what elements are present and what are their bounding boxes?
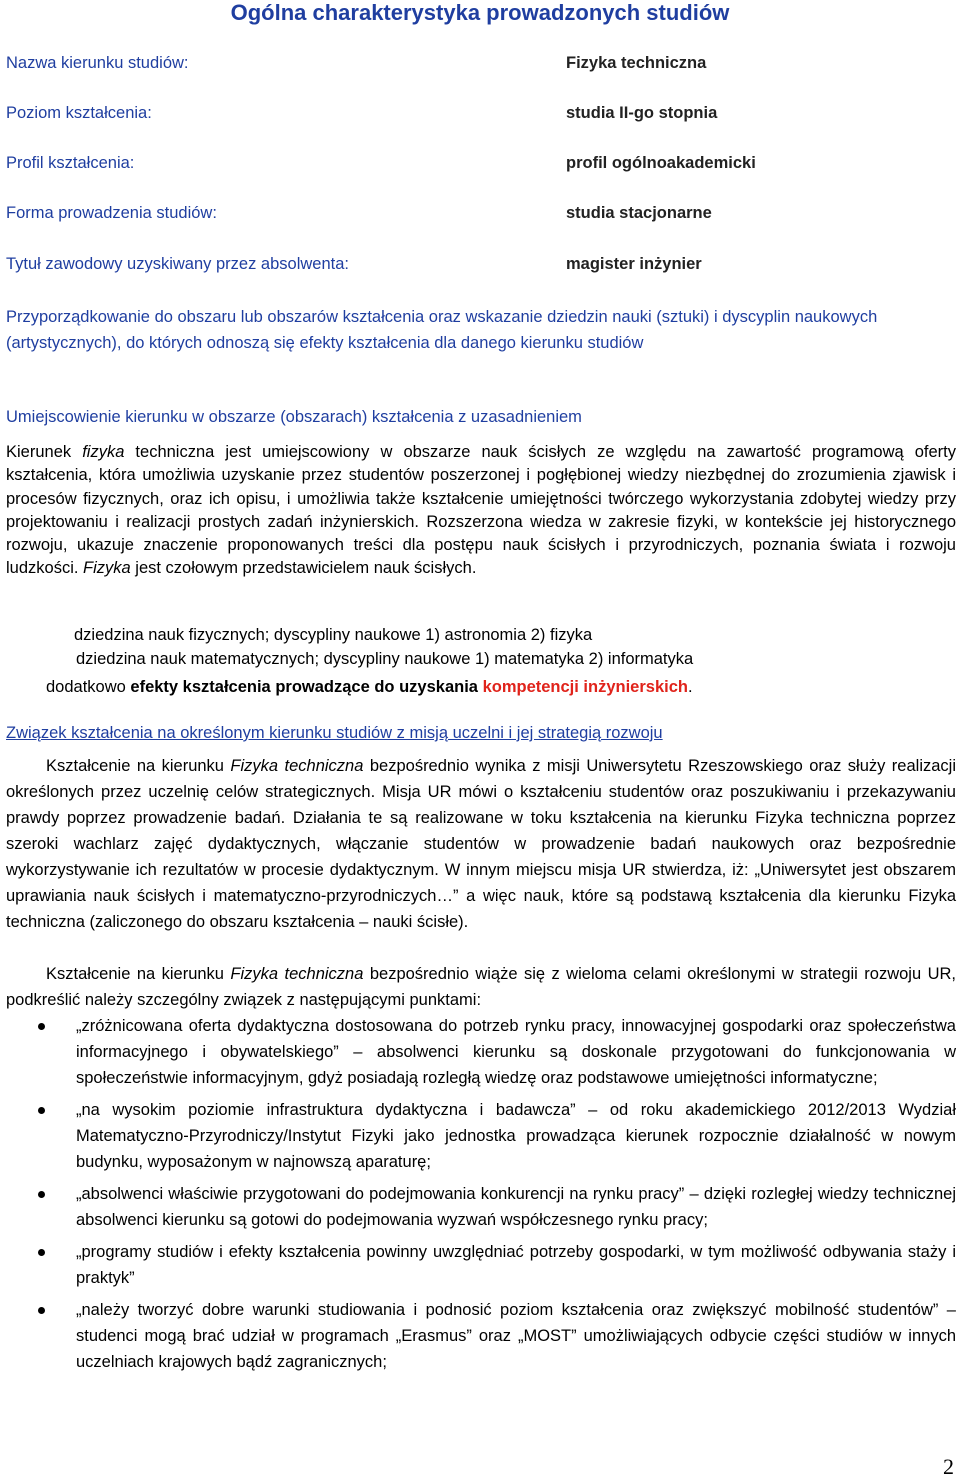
info-row-field-of-study	[6, 54, 956, 78]
mission-heading: Związek kształcenia na określonym kierunku studiów z misją uczelni i jej strategią rozwoju	[6, 724, 663, 742]
strategy-bullet-list	[0, 1013, 960, 1375]
list-item: „należy tworzyć dobre warunki studiowania i podnosić poziom kształcenia oraz zwiększyć mobilność studentów” – studenci mogą brać udział w programach „Erasmus” oraz „MOST” umożliwiających odbycie części studiów w innych uczelniach krajowych bądź zagranicznych;	[0, 1297, 956, 1375]
info-value: magister inżynier	[566, 255, 702, 273]
mission-paragraph-1: Kształcenie na kierunku Fizyka techniczna bezpośrednio wynika z misji Uniwersytetu Rzeszowskiego oraz służy realizacji określonych przez uczelnię celów strategicznych. Misja UR mówi o kształceniu studentów oraz poszukiwaniu i przekazywaniu prawdy poprzez prowadzenie badań. Działania te są realizowane w toku kształcenia na kierunku Fizyka techniczna poprzez szeroki wachlarz zajęć dydaktycznych, włączanie studentów w prowadzenie badań naukowych oraz bezpośrednie wykorzystywanie ich rezultatów w procesie dydaktycznym. W innym miejscu misja UR stwierdza, iż: „Uniwersytet jest obszarem uprawiania nauk ścisłych i matematyczno-przyrodniczych…” a więc nauk, które są podstawą kształcenia dla kierunku Fizyka techniczna (zaliczonego do obszaru kształcenia – nauki ścisłe).	[6, 757, 956, 931]
bullet-icon	[38, 1107, 45, 1114]
list-item: „absolwenci właściwie przygotowani do podejmowania konkurencji na rynku pracy” – dzięki rozległej wiedzy technicznej absolwenci kierunku są gotowi do podejmowania wyzwań współczesnego rynku pracy;	[0, 1181, 956, 1233]
list-item: „zróżnicowana oferta dydaktyczna dostosowana do potrzeb rynku pracy, innowacyjnej gospodarki oraz społeczeństwa informacyjnego i obywatelskiego” – absolwenci kierunku są doskonale przygotowani do funkcjonowania w społeczeństwie informacyjnym, gdyż posiadają rozległą wiedzę oraz podstawowe umiejętności informatyczne;	[0, 1013, 956, 1091]
bullet-icon	[38, 1307, 45, 1314]
info-label: Poziom kształcenia:	[6, 104, 152, 122]
placement-paragraph: Kierunek fizyka techniczna jest umiejscowiony w obszarze nauk ścisłych ze względu na zawartość programową oferty kształcenia, która umożliwia uzyskanie przez studentów poszerzonej i pogłębionej wiedzy niezbędnej do zrozumienia zjawisk i procesów fizycznych, oraz ich opisu, i umożliwia także kształcenie umiejętności twórczego wykorzystania zdobytej wiedzy przy projektowaniu i realizacji prostych zadań inżynierskich. Rozszerzona wiedza w zakresie fizyki, w kontekście jej historycznego rozwoju, ukazuje znaczenie proponowanych treści dla postępu nauk ścisłych i przyrodniczych, poznania świata i rozwoju ludzkości. Fizyka jest czołowym przedstawicielem nauk ścisłych.	[6, 443, 956, 578]
info-row-degree	[6, 255, 956, 279]
info-value: Fizyka techniczna	[566, 54, 707, 72]
bullet-icon	[38, 1249, 45, 1256]
info-row-level	[6, 104, 956, 128]
info-row-profile	[6, 154, 956, 178]
placement-heading: Umiejscowienie kierunku w obszarze (obszarach) kształcenia z uzasadnieniem	[6, 408, 582, 426]
page-number: 2	[943, 1454, 954, 1479]
bullet-icon	[38, 1191, 45, 1198]
info-value: studia II-go stopnia	[566, 104, 718, 122]
list-item: „na wysokim poziomie infrastruktura dydaktyczna i badawcza” – od roku akademickiego 2012/2013 Wydział Matematyczno-Przyrodniczy/Instytut Fizyki jako jednostka prowadząca kierunek rozpocznie działalność w nowym budynku, wyposażonym w najnowszą aparaturę;	[0, 1097, 956, 1175]
info-value: profil ogólnoakademicki	[566, 154, 756, 172]
bullet-icon	[38, 1023, 45, 1030]
info-label: Tytuł zawodowy uzyskiwany przez absolwenta:	[6, 255, 349, 273]
domain-mathematics: dziedzina nauk matematycznych; dyscypliny naukowe 1) matematyka 2) informatyka	[76, 650, 694, 668]
info-label: Profil kształcenia:	[6, 154, 135, 172]
mission-paragraph-2: Kształcenie na kierunku Fizyka techniczna bezpośrednio wiąże się z wieloma celami określonymi w strategii rozwoju UR, podkreślić należy szczególny związek z następującymi punktami:	[6, 965, 956, 1009]
assignment-heading: Przyporządkowanie do obszaru lub obszarów kształcenia oraz wskazanie dziedzin nauki (sztuki) i dyscyplin naukowych (artystycznych), do których odnoszą się efekty kształcenia dla danego kierunku studiów	[6, 308, 878, 352]
info-row-form	[6, 204, 956, 228]
domain-engineering: dodatkowo efekty kształcenia prowadzące do uzyskania kompetencji inżynierskich.	[46, 678, 693, 696]
page-title: Ogólna charakterystyka prowadzonych studiów	[230, 0, 730, 25]
info-value: studia stacjonarne	[566, 204, 712, 222]
info-label: Forma prowadzenia studiów:	[6, 204, 217, 222]
list-item: „programy studiów i efekty kształcenia powinny uwzględniać potrzeby gospodarki, w tym możliwość odbywania staży i praktyk”	[0, 1239, 956, 1291]
domain-physics: dziedzina nauk fizycznych; dyscypliny naukowe 1) astronomia 2) fizyka	[74, 626, 593, 644]
info-label: Nazwa kierunku studiów:	[6, 54, 189, 72]
